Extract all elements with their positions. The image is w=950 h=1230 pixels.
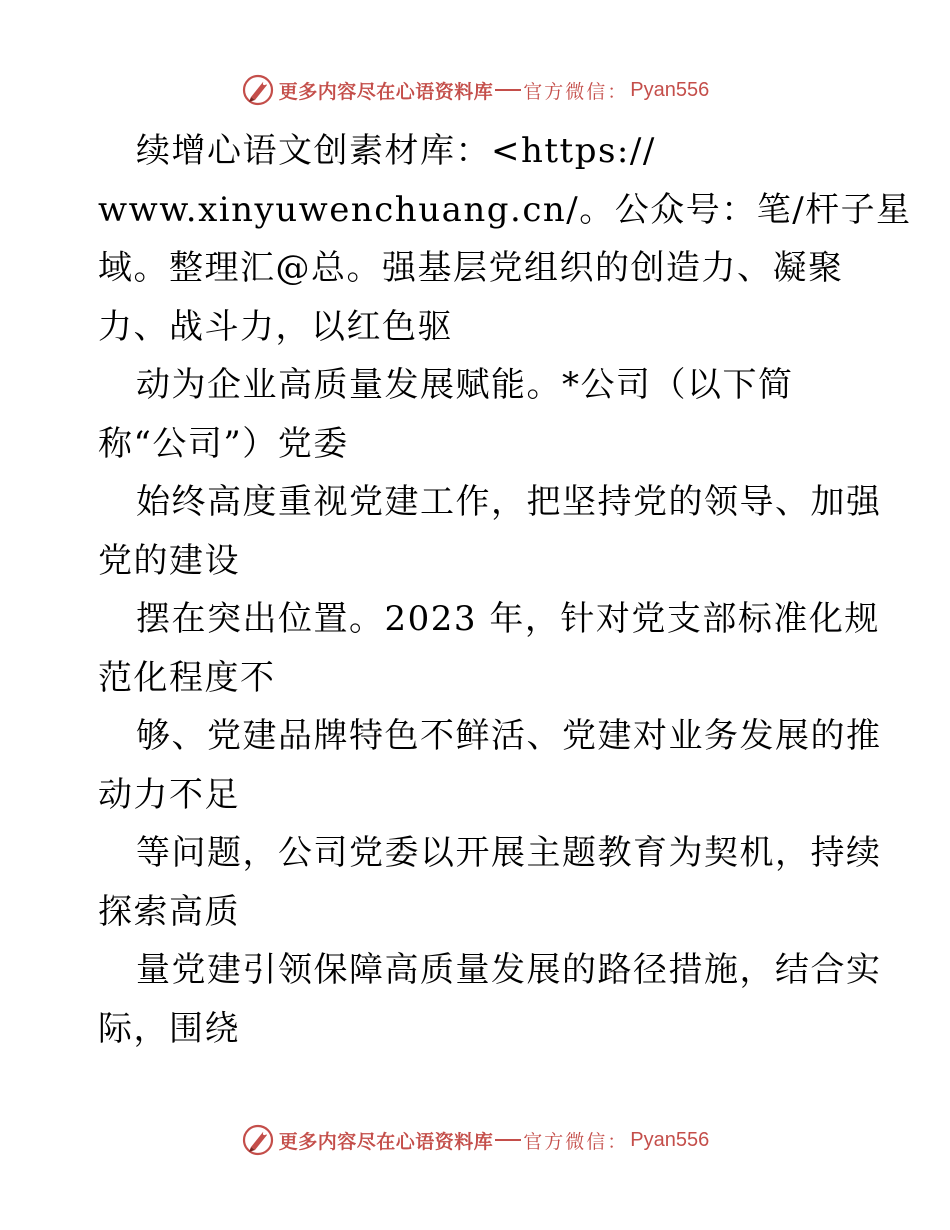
footer-banner: [0, 1120, 950, 1160]
pen-logo-icon: [241, 1123, 275, 1157]
pen-logo-icon: [241, 73, 275, 107]
body-line: 等问题，公司党委以开展主题教育为契机，持续: [136, 833, 882, 873]
header-dash: [495, 89, 521, 91]
footer-dash: [495, 1139, 521, 1141]
body-line: 续增心语文创素材库：<https://: [136, 131, 656, 171]
body-line: 动为企业高质量发展赋能。*公司（以下简: [136, 365, 794, 405]
body-line: 称“公司”）党委: [98, 423, 349, 464]
body-line: 量党建引领保障高质量发展的路径措施，结合实: [136, 950, 882, 990]
footer-wechat-id: Pyan556: [630, 1128, 710, 1151]
body-line: 够、党建品牌特色不鲜活、党建对业务发展的推: [136, 716, 882, 756]
body-line: 动力不足: [98, 774, 240, 815]
body-line: 党的建设: [98, 540, 240, 581]
body-line: 际，围绕: [98, 1008, 240, 1049]
header-banner: [0, 70, 950, 110]
body-line: 域。整理汇@总。强基层党组织的创造力、凝聚: [98, 248, 844, 288]
body-line: 力、战斗力，以红色驱: [98, 306, 453, 347]
document-body: [98, 122, 912, 1058]
body-line: 摆在突出位置。2023 年，针对党支部标准化规: [136, 599, 880, 639]
footer-sub-text: 官方微信：: [523, 1130, 629, 1153]
footer-brand-text: 更多内容尽在心语资料库: [278, 1130, 494, 1153]
header-wechat-id: Pyan556: [630, 78, 710, 101]
body-line: 探索高质: [98, 891, 240, 932]
body-line: 范化程度不: [98, 657, 276, 698]
body-line: 始终高度重视党建工作，把坚持党的领导、加强: [136, 482, 882, 522]
header-brand-text: 更多内容尽在心语资料库: [278, 80, 494, 103]
body-line: www.xinyuwenchuang.cn/。公众号：笔/杆子星: [98, 189, 912, 230]
header-sub-text: 官方微信：: [523, 80, 629, 103]
